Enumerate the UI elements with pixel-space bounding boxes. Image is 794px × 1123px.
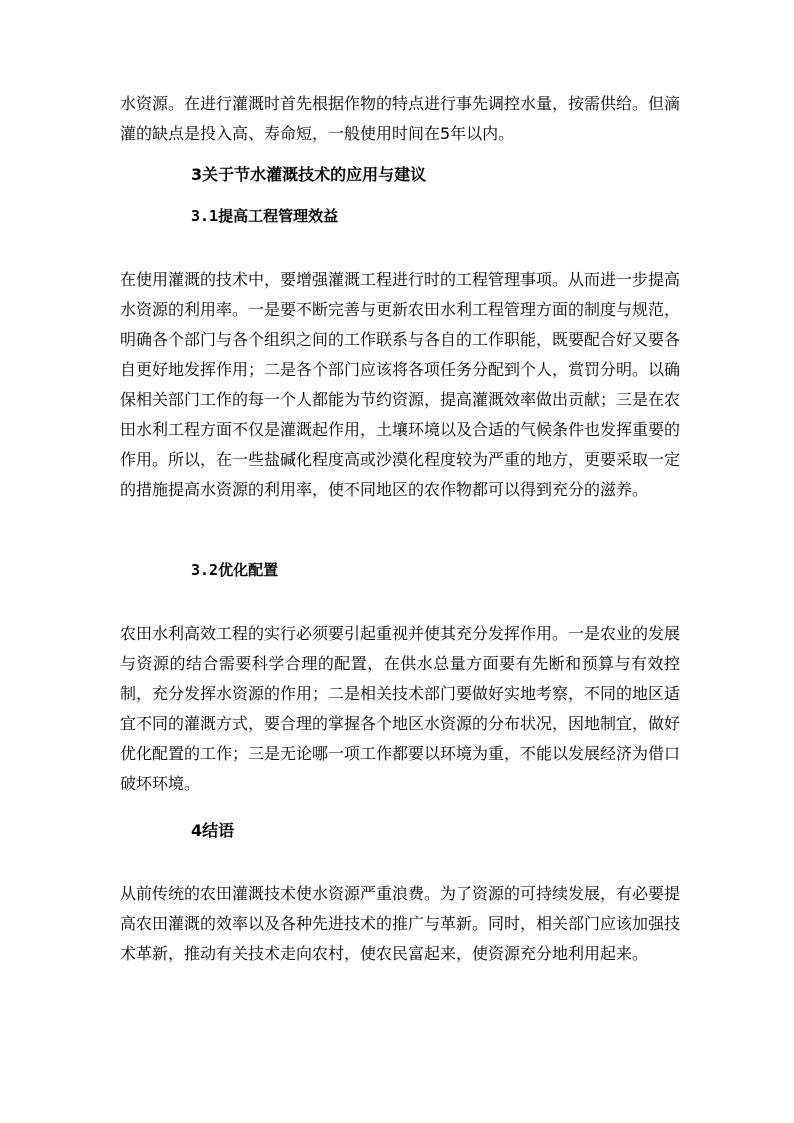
paragraph-drip-irrigation: 水资源。在进行灌溉时首先根据作物的特点进行事先调控水量，按需供给。但滴灌的缺点是投入高、寿命短，一般使用时间在5年以内。: [120, 94, 681, 143]
section-heading-4: 4结语: [191, 821, 235, 840]
paragraph-engineering-management: 在使用灌溉的技术中，要增强灌溉工程进行时的工程管理事项。从而进一步提高水资源的利用率。一是要不断完善与更新农田水利工程管理方面的制度与规范，明确各个部门与各个组织之间的工作联系与各自的工作职能，既要配合好又要各自更好地发挥作用；二是各个部门应该将各项任务分配到个人，赏罚分明。以确保相关部门工作的每一个人都能为节约资源，提高灌溉效率做出贡献；三是在农田水利工程方面不仅是灌溉起作用，土壤环境以及合适的气候条件也发挥重要的作用。所以，在一些盐碱化程度高或沙漠化程度较为严重的地方，更要采取一定的措施提高水资源的利用率，使不同地区的农作物都可以得到充分的滋养。: [120, 270, 681, 499]
subsection-heading-3-1: 3.1提高工程管理效益: [191, 207, 339, 225]
paragraph-optimized-allocation: 农田水利高效工程的实行必须要引起重视并使其充分发挥作用。一是农业的发展与资源的结合需要科学合理的配置，在供水总量方面要有先断和预算与有效控制，充分发挥水资源的作用；二是相关技术部门要做好实地考察，不同的地区适宜不同的灌溉方式，要合理的掌握各个地区水资源的分布状况，因地制宜，做好优化配置的工作；三是无论哪一项工作都要以环境为重，不能以发展经济为借口破坏环境。: [120, 624, 681, 793]
section-heading-3: 3关于节水灌溉技术的应用与建议: [191, 165, 427, 184]
subsection-heading-3-2: 3.2优化配置: [191, 561, 279, 579]
paragraph-conclusion: 从前传统的农田灌溉技术使水资源严重浪费。为了资源的可持续发展，有必要提高农田灌溉的效率以及各种先进技术的推广与革新。同时，相关部门应该加强技术革新，推动有关技术走向农村，使农民富起来，使资源充分地利用起来。: [120, 884, 681, 963]
